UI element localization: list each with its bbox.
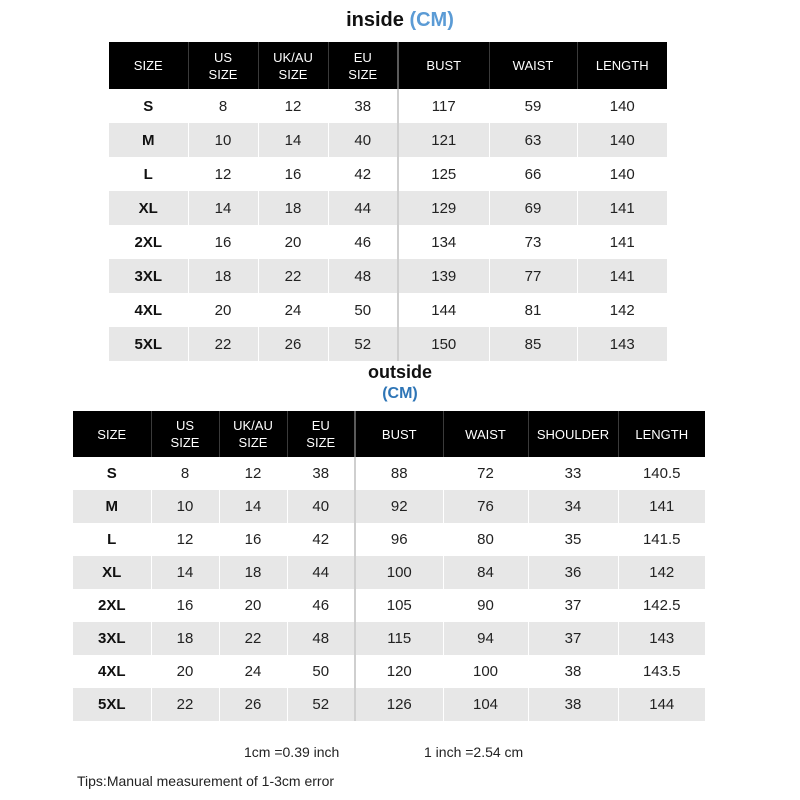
table-row xyxy=(109,293,667,327)
inside-col-header: LENGTH xyxy=(577,42,667,89)
measurement-cell: 59 xyxy=(489,89,577,123)
size-label-cell: XL xyxy=(109,191,188,225)
measurement-cell: 18 xyxy=(219,556,287,589)
measurement-cell: 22 xyxy=(151,688,219,721)
measurement-cell: 141 xyxy=(618,490,705,523)
measurement-cell: 16 xyxy=(188,225,258,259)
measurement-cell: 22 xyxy=(219,622,287,655)
measurement-cell: 150 xyxy=(398,327,489,361)
measurement-cell: 143.5 xyxy=(618,655,705,688)
size-label-cell: 4XL xyxy=(73,655,151,688)
outside-col-header: BUST xyxy=(355,411,443,457)
measurement-cell: 140 xyxy=(577,89,667,123)
outside-col-header: EU SIZE xyxy=(287,411,355,457)
measurement-cell: 42 xyxy=(287,523,355,556)
inside-table-body xyxy=(109,89,667,361)
measurement-cell: 141 xyxy=(577,259,667,293)
outside-col-header: SIZE xyxy=(73,411,151,457)
measurement-cell: 44 xyxy=(328,191,398,225)
outside-col-header: SHOULDER xyxy=(528,411,618,457)
measurement-cell: 141 xyxy=(577,225,667,259)
measurement-cell: 16 xyxy=(151,589,219,622)
table-row xyxy=(109,89,667,123)
measurement-cell: 38 xyxy=(528,688,618,721)
outside-table-body xyxy=(73,457,705,721)
measurement-cell: 94 xyxy=(443,622,528,655)
measurement-cell: 81 xyxy=(489,293,577,327)
measurement-cell: 80 xyxy=(443,523,528,556)
measurement-cell: 24 xyxy=(258,293,328,327)
size-label-cell: 2XL xyxy=(109,225,188,259)
measurement-cell: 12 xyxy=(188,157,258,191)
table-row xyxy=(109,157,667,191)
measurement-cell: 26 xyxy=(258,327,328,361)
measurement-cell: 66 xyxy=(489,157,577,191)
measurement-cell: 140.5 xyxy=(618,457,705,490)
measurement-cell: 140 xyxy=(577,123,667,157)
measurement-cell: 12 xyxy=(151,523,219,556)
outside-col-header: WAIST xyxy=(443,411,528,457)
measurement-cell: 38 xyxy=(287,457,355,490)
measurement-cell: 88 xyxy=(355,457,443,490)
measurement-cell: 69 xyxy=(489,191,577,225)
inside-unit: (CM) xyxy=(409,9,454,31)
measurement-cell: 38 xyxy=(328,89,398,123)
outside-unit: (CM) xyxy=(382,385,418,402)
table-row xyxy=(109,123,667,157)
measurement-cell: 120 xyxy=(355,655,443,688)
outside-col-header: UK/AU SIZE xyxy=(219,411,287,457)
size-label-cell: 4XL xyxy=(109,293,188,327)
table-row xyxy=(109,225,667,259)
measurement-cell: 92 xyxy=(355,490,443,523)
size-label-cell: S xyxy=(73,457,151,490)
table-row xyxy=(73,622,705,655)
conversion-cm: 1cm =0.39 inch xyxy=(244,744,340,760)
inside-col-header: UK/AU SIZE xyxy=(258,42,328,89)
measurement-cell: 90 xyxy=(443,589,528,622)
table-row xyxy=(73,490,705,523)
inside-title xyxy=(0,9,800,32)
measurement-cell: 142.5 xyxy=(618,589,705,622)
table-row xyxy=(109,259,667,293)
size-label-cell: S xyxy=(109,89,188,123)
measurement-cell: 84 xyxy=(443,556,528,589)
measurement-cell: 36 xyxy=(528,556,618,589)
measurement-cell: 85 xyxy=(489,327,577,361)
table-row xyxy=(73,523,705,556)
inside-title-text: inside xyxy=(346,9,404,31)
measurement-cell: 16 xyxy=(258,157,328,191)
measurement-cell: 142 xyxy=(577,293,667,327)
measurement-cell: 141.5 xyxy=(618,523,705,556)
measurement-tips: Tips:Manual measurement of 1-3cm error xyxy=(77,773,335,789)
measurement-cell: 144 xyxy=(618,688,705,721)
table-row xyxy=(109,191,667,225)
measurement-cell: 12 xyxy=(219,457,287,490)
measurement-cell: 142 xyxy=(618,556,705,589)
size-label-cell: L xyxy=(73,523,151,556)
inside-col-header: SIZE xyxy=(109,42,188,89)
measurement-cell: 37 xyxy=(528,589,618,622)
measurement-cell: 18 xyxy=(151,622,219,655)
measurement-cell: 38 xyxy=(528,655,618,688)
table-row xyxy=(73,688,705,721)
measurement-cell: 26 xyxy=(219,688,287,721)
measurement-cell: 105 xyxy=(355,589,443,622)
measurement-cell: 100 xyxy=(443,655,528,688)
measurement-cell: 14 xyxy=(151,556,219,589)
measurement-cell: 8 xyxy=(151,457,219,490)
measurement-cell: 63 xyxy=(489,123,577,157)
inside-size-table xyxy=(109,42,667,361)
measurement-cell: 33 xyxy=(528,457,618,490)
measurement-cell: 104 xyxy=(443,688,528,721)
outside-header-row xyxy=(73,411,705,457)
inside-col-header: WAIST xyxy=(489,42,577,89)
conversion-inch: 1 inch =2.54 cm xyxy=(424,744,524,760)
size-label-cell: M xyxy=(109,123,188,157)
measurement-cell: 143 xyxy=(618,622,705,655)
measurement-cell: 18 xyxy=(258,191,328,225)
measurement-cell: 16 xyxy=(219,523,287,556)
size-label-cell: L xyxy=(109,157,188,191)
measurement-cell: 126 xyxy=(355,688,443,721)
measurement-cell: 8 xyxy=(188,89,258,123)
measurement-cell: 10 xyxy=(151,490,219,523)
measurement-cell: 125 xyxy=(398,157,489,191)
measurement-cell: 100 xyxy=(355,556,443,589)
measurement-cell: 44 xyxy=(287,556,355,589)
measurement-cell: 50 xyxy=(287,655,355,688)
size-label-cell: M xyxy=(73,490,151,523)
size-label-cell: 2XL xyxy=(73,589,151,622)
measurement-cell: 35 xyxy=(528,523,618,556)
inside-col-header: US SIZE xyxy=(188,42,258,89)
measurement-cell: 140 xyxy=(577,157,667,191)
table-row xyxy=(73,457,705,490)
measurement-cell: 24 xyxy=(219,655,287,688)
measurement-cell: 14 xyxy=(219,490,287,523)
measurement-cell: 143 xyxy=(577,327,667,361)
measurement-cell: 50 xyxy=(328,293,398,327)
measurement-cell: 14 xyxy=(258,123,328,157)
measurement-cell: 96 xyxy=(355,523,443,556)
measurement-cell: 40 xyxy=(287,490,355,523)
outside-title xyxy=(0,362,800,383)
measurement-cell: 117 xyxy=(398,89,489,123)
measurement-cell: 40 xyxy=(328,123,398,157)
table-row xyxy=(73,556,705,589)
measurement-cell: 121 xyxy=(398,123,489,157)
measurement-cell: 73 xyxy=(489,225,577,259)
measurement-cell: 46 xyxy=(328,225,398,259)
size-label-cell: 5XL xyxy=(73,688,151,721)
measurement-cell: 14 xyxy=(188,191,258,225)
outside-title-text: outside xyxy=(367,362,432,382)
outside-col-header: US SIZE xyxy=(151,411,219,457)
measurement-cell: 18 xyxy=(188,259,258,293)
size-label-cell: 5XL xyxy=(109,327,188,361)
inside-col-header: EU SIZE xyxy=(328,42,398,89)
inside-col-header: BUST xyxy=(398,42,489,89)
measurement-cell: 144 xyxy=(398,293,489,327)
measurement-cell: 115 xyxy=(355,622,443,655)
measurement-cell: 139 xyxy=(398,259,489,293)
measurement-cell: 42 xyxy=(328,157,398,191)
measurement-cell: 77 xyxy=(489,259,577,293)
measurement-cell: 20 xyxy=(188,293,258,327)
size-label-cell: 3XL xyxy=(73,622,151,655)
measurement-cell: 20 xyxy=(219,589,287,622)
measurement-cell: 52 xyxy=(287,688,355,721)
size-label-cell: 3XL xyxy=(109,259,188,293)
measurement-cell: 10 xyxy=(188,123,258,157)
measurement-cell: 48 xyxy=(287,622,355,655)
measurement-cell: 48 xyxy=(328,259,398,293)
measurement-cell: 141 xyxy=(577,191,667,225)
outside-col-header: LENGTH xyxy=(618,411,705,457)
measurement-cell: 134 xyxy=(398,225,489,259)
measurement-cell: 72 xyxy=(443,457,528,490)
measurement-cell: 34 xyxy=(528,490,618,523)
table-row xyxy=(73,589,705,622)
table-row xyxy=(73,655,705,688)
measurement-cell: 12 xyxy=(258,89,328,123)
measurement-cell: 76 xyxy=(443,490,528,523)
outside-size-table xyxy=(73,411,705,721)
measurement-cell: 22 xyxy=(258,259,328,293)
measurement-cell: 52 xyxy=(328,327,398,361)
table-row xyxy=(109,327,667,361)
measurement-cell: 22 xyxy=(188,327,258,361)
inside-header-row xyxy=(109,42,667,89)
measurement-cell: 37 xyxy=(528,622,618,655)
size-label-cell: XL xyxy=(73,556,151,589)
measurement-cell: 46 xyxy=(287,589,355,622)
measurement-cell: 129 xyxy=(398,191,489,225)
measurement-cell: 20 xyxy=(258,225,328,259)
measurement-cell: 20 xyxy=(151,655,219,688)
